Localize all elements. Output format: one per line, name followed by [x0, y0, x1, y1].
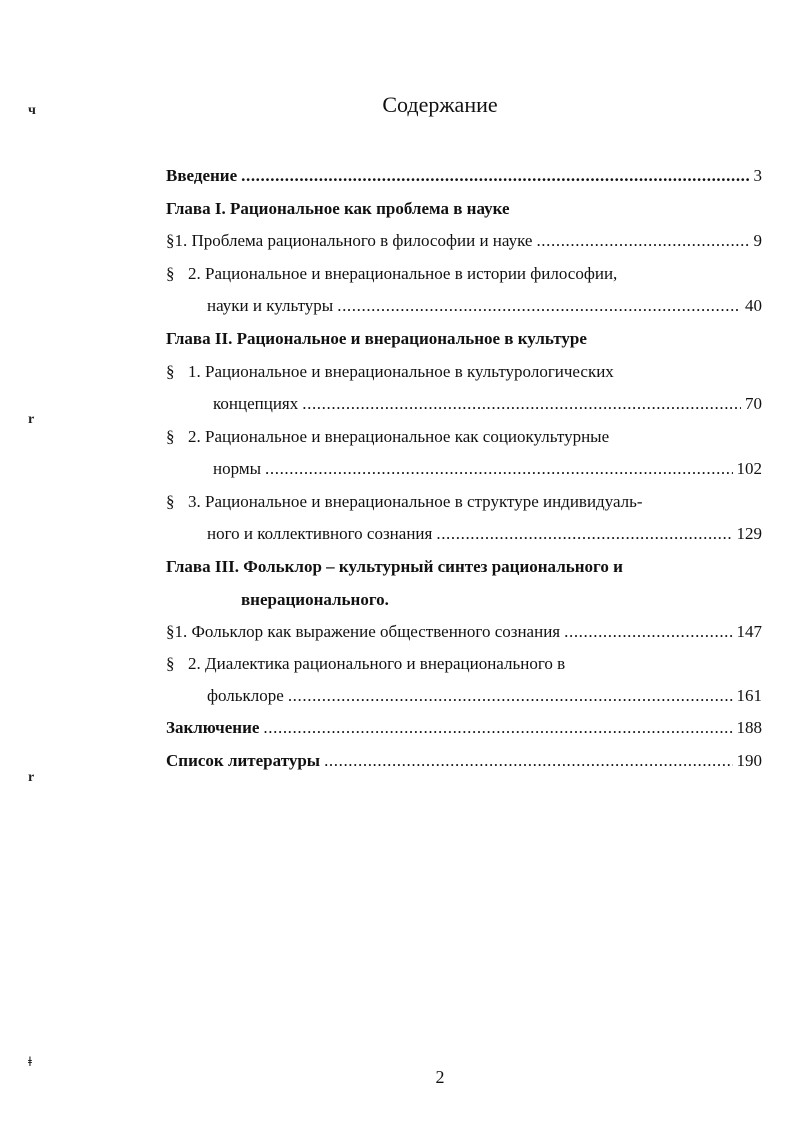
- toc-chapter-label: Глава III. Фольклор – культурный синтез рационального и: [166, 557, 623, 576]
- toc-page-number: 129: [736, 524, 762, 543]
- section-sign: §: [166, 362, 175, 381]
- toc-section-2-2: [166, 427, 609, 447]
- toc-page-number: 188: [736, 718, 762, 737]
- toc-section-2-2-cont: [213, 459, 762, 479]
- margin-scribble-icon: ǂ: [28, 1055, 32, 1070]
- toc-section-3-1: [166, 622, 762, 642]
- leader-dots: [324, 751, 732, 771]
- page-number: 2: [435, 1067, 445, 1087]
- toc-section-1-2-cont: [207, 296, 762, 316]
- toc-chapter-label-cont: внерационального.: [241, 590, 389, 609]
- toc-section-3-2: [166, 654, 565, 674]
- toc-entry-label: Список литературы: [166, 751, 321, 770]
- toc-section-label: 1. Рациональное и внерациональное в культурологических: [188, 362, 614, 381]
- leader-dots: [337, 296, 741, 316]
- toc-section-3-2-cont: [207, 686, 762, 706]
- toc-section-label-cont: нормы: [213, 459, 262, 478]
- toc-section-label-cont: фольклоре: [207, 686, 284, 705]
- toc-page-number: 190: [736, 751, 762, 770]
- toc-entry-conclusion: [166, 718, 762, 738]
- toc-section-2-3: [166, 492, 643, 512]
- leader-dots: [265, 459, 732, 479]
- toc-section-1-2: [166, 264, 617, 284]
- toc-chapter-1: [166, 199, 510, 219]
- section-sign: §: [166, 231, 175, 250]
- leader-dots: [288, 686, 733, 706]
- toc-page-number: 147: [736, 622, 762, 641]
- toc-page-number: 161: [736, 686, 762, 705]
- toc-section-label-cont: ного и коллективного сознания: [207, 524, 433, 543]
- toc-section-label: 1. Проблема рационального в философии и науке: [174, 231, 533, 250]
- toc-section-label: 2. Рациональное и внерациональное как социокультурные: [188, 427, 610, 446]
- section-sign: §: [166, 654, 175, 673]
- leader-dots: [564, 622, 732, 642]
- toc-entry-label: Введение: [166, 166, 238, 185]
- toc-section-label: 1. Фольклор как выражение общественного сознания: [174, 622, 561, 641]
- toc-section-label: 3. Рациональное и внерациональное в структуре индивидуаль-: [188, 492, 643, 511]
- toc-section-label: 2. Диалектика рационального и внерационального в: [188, 654, 566, 673]
- margin-scribble-icon: r: [28, 770, 35, 785]
- margin-scribble-icon: r: [28, 412, 35, 427]
- toc-section-1-1: [166, 231, 762, 251]
- toc-chapter-3-cont: [241, 590, 389, 610]
- leader-dots: [302, 394, 741, 414]
- leader-dots: [241, 166, 749, 186]
- toc-chapter-3: [166, 557, 623, 577]
- toc-section-label: 2. Рациональное и внерациональное в истории философии,: [188, 264, 618, 283]
- section-sign: §: [166, 427, 175, 446]
- leader-dots: [536, 231, 749, 251]
- toc-section-label-cont: концепциях: [213, 394, 299, 413]
- toc-chapter-2: [166, 329, 587, 349]
- section-sign: §: [166, 264, 175, 283]
- toc-chapter-label: Глава I. Рациональное как проблема в науке: [166, 199, 510, 218]
- toc-entry-intro: [166, 166, 762, 186]
- toc-chapter-label: Глава II. Рациональное и внерациональное в культуре: [166, 329, 587, 348]
- toc-entry-bibliography: [166, 751, 762, 771]
- toc-section-2-3-cont: [207, 524, 762, 544]
- page-title: Содержание: [382, 92, 498, 117]
- toc-page-number: 102: [736, 459, 762, 478]
- toc-page-number: 9: [753, 231, 762, 250]
- toc-entry-label: Заключение: [166, 718, 260, 737]
- toc-section-2-1: [166, 362, 614, 382]
- section-sign: §: [166, 492, 175, 511]
- toc-page-number: 40: [745, 296, 762, 315]
- toc-page-number: 3: [753, 166, 762, 185]
- toc-page-number: 70: [745, 394, 762, 413]
- toc-section-label-cont: науки и культуры: [207, 296, 334, 315]
- margin-scribble-icon: ч: [28, 103, 36, 118]
- leader-dots: [436, 524, 732, 544]
- leader-dots: [263, 718, 732, 738]
- section-sign: §: [166, 622, 175, 641]
- toc-section-2-1-cont: [213, 394, 762, 414]
